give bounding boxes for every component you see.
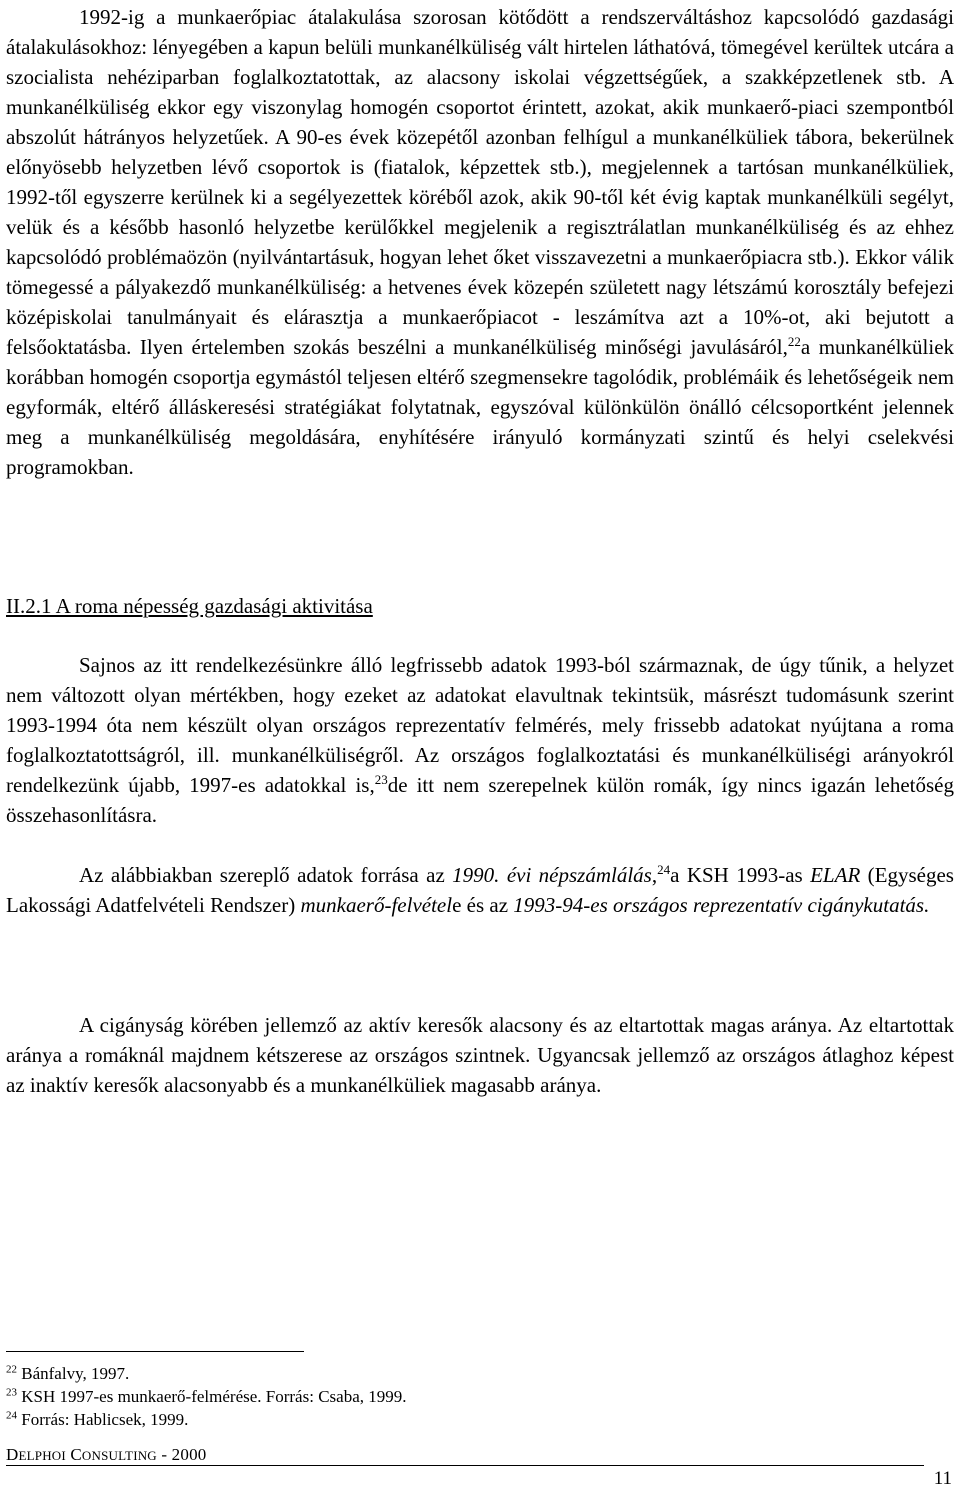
footer-letter: C [70, 1445, 82, 1464]
footer-word: ELPHOI [18, 1448, 66, 1463]
footnotes [6, 1362, 906, 1431]
footnote-number: 23 [6, 1386, 17, 1399]
paragraph-text: a KSH 1993-as [670, 863, 811, 887]
footnote-number: 22 [6, 1363, 17, 1376]
footer-year: - 2000 [156, 1445, 207, 1464]
footnote-ref-22: 22 [787, 334, 801, 349]
italic-source-census: 1990. évi népszámlálás [452, 863, 652, 887]
paragraph-text: de itt nem szerepelnek külön romák, így nincs igazán lehetőség összehasonlításra. [6, 773, 954, 827]
paragraph-text: Sajnos az itt rendelkezésünkre álló legfrissebb adatok 1993-ból származnak, de úgy tűnik, a helyzet nem változott olyan mértékben, hogy ezeket az adatokat elavultnak tekintsük, másrészt tudomásunk szerint 1993-1994 óta nem készült olyan országos reprezentatív felmérés, mely frissebb adatokat nyújtana a roma foglalkoztatottságról, ill. munkanélküliségről. Az országos foglalkoztatási és munkanélküliségi arányokról rendelkezünk újabb, 1997-es adatokkal is, [6, 653, 954, 797]
paragraph-data-sources-intro [6, 650, 954, 830]
footnote [6, 1408, 906, 1431]
footnote [6, 1362, 906, 1385]
paragraph-text: Az alábbiakban szereplő adatok forrása az [79, 863, 453, 887]
footnote-text: Forrás: Hablicsek, 1999. [21, 1410, 189, 1429]
footer-publisher [6, 1444, 206, 1467]
paragraph-text: e és az [452, 893, 514, 917]
footnote-ref-23: 23 [374, 772, 388, 787]
italic-source-survey: munkaerő-felvétel [300, 893, 453, 917]
footnote-divider [6, 1351, 304, 1352]
footnote [6, 1385, 906, 1408]
footer-word: ONSULTING [81, 1448, 157, 1463]
footnote-text: Bánfalvy, 1997. [21, 1364, 130, 1383]
footer-letter: D [6, 1445, 19, 1464]
paragraph-text: A cigányság körében jellemző az aktív keresők alacsony és az eltartottak magas aránya. Az eltartottak aránya a romáknál majdnem kétszerese az országos szintnek. Ugyancsak jellemző az országos átlaghoz képest az inaktív keresők alacsonyabb és a munkanélküliek magasabb aránya. [6, 1013, 954, 1097]
paragraph-text: a munkanélküliek korábban homogén csoportja egymástól teljesen eltérő szegmensekre tagolódik, problémáik és lehetőségeik nem egyformák, eltérő álláskeresési stratégiákat folytatnak, egyszóval különkülön önálló célcsoportként jelennek meg a munkanélküliség megoldására, enyhítésére irányuló kormányzati szintű és helyi cselekvési programokban. [6, 335, 955, 479]
footnote-number: 24 [6, 1409, 17, 1422]
section-heading: II.2.1 A roma népesség gazdasági aktivitása [6, 594, 373, 618]
page-number: 11 [933, 1468, 952, 1489]
footer-divider [6, 1465, 924, 1466]
paragraph-text: , [651, 863, 658, 887]
document-page [6, 0, 956, 1492]
paragraph-labor-market [6, 2, 954, 482]
paragraph-text: 1992-ig a munkaerőpiac átalakulása szorosan kötődött a rendszerváltáshoz kapcsolódó gazdasági átalakulásokhoz: lényegében a kapun belüli munkanélküliség vált hirtelen láthatóvá, tömegével kerültek utcára a szocialista nehéziparban foglalkoztatottak, az alacsony iskolai végzettségűek, a szakképzetlenek stb. A munkanélküliség ekkor egy viszonylag homogén csoportot érintett, azokat, akik munkaerő-piaci szempontból abszolút hátrányos helyzetűek. A 90-es évek közepétől azonban felhígul a munkanélküliek tábora, bekerülnek előnyösebb helyzetben lévő csoportok is (fiatalok, képzettek stb.), megjelennek a tartósan munkanélküliek, 1992-től egyszerre kerülnek ki a segélyezettek köréből azok, akik 90-től két évig kaptak munkanélküli segélyt, velük és a később hasonló helyzetbe kerülőkkel megjelenik a regisztrálatlan munkanélküliség és az ehhez kapcsolódó problémaözön (nyilvántartásuk, hogyan lehet őket visszavezetni a munkaerőpiacra stb.). Ekkor válik tömegessé a pályakezdő munkanélküliség: a hetvenes évek közepén született nagy létszámú korosztály befejezi középiskolai tanulmányait és elárasztja a munkaerőpiacot - leszámítva azt a 10%-ot, aki bejutott a felsőoktatásba. Ilyen értelemben szokás beszélni a munkanélküliség minőségi javulásáról, [6, 5, 954, 359]
italic-source-roma-research: 1993-94-es országos reprezentatív cigánykutatás. [513, 893, 930, 917]
footnote-ref-24: 24 [657, 862, 671, 877]
paragraph-data-sources [6, 860, 954, 920]
paragraph-roma-employment [6, 1010, 954, 1100]
paragraph-text: (Egységes Lakossági Adatfelvételi Rendszer) [6, 863, 954, 917]
italic-source-elar: ELAR [810, 863, 861, 887]
footnote-text: KSH 1997-es munkaerő-felmérése. Forrás: Csaba, 1999. [21, 1387, 407, 1406]
